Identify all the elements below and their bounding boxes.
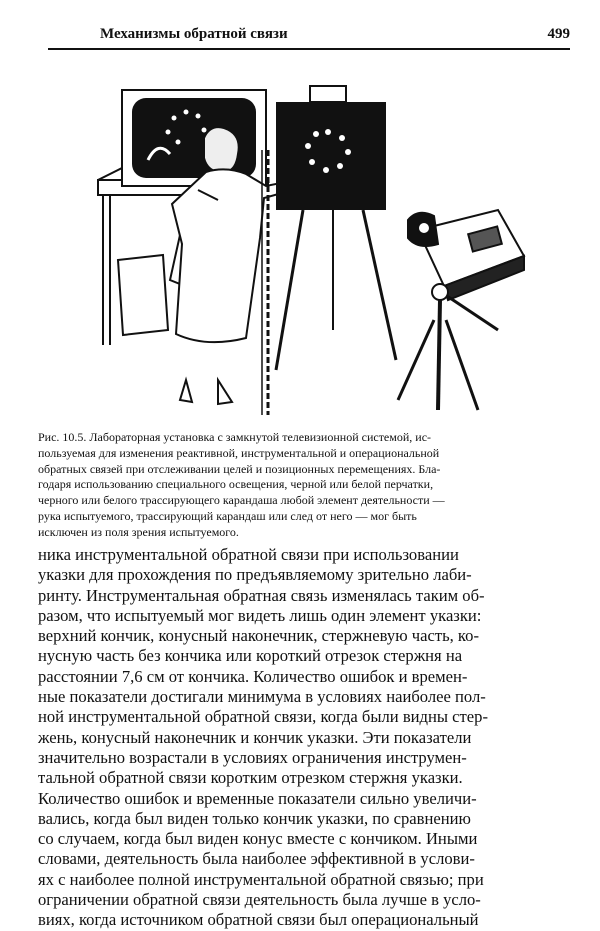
text-line: нусную часть без кончика или короткий отрезок стержня на [38,646,463,666]
text-line: вались, когда был виден только кончик указки, по сравнению [38,808,471,828]
text-line: ринту. Инструментальная обратная связь изменялась таким об- [38,585,485,605]
text-line: со случаем, когда был виден конус вместе с кончиком. Иными [38,829,478,849]
figure-caption [38,430,570,541]
caption-line: годаря использованию специального освещения, черной или белой перчатки, [38,477,434,492]
text-line: расстоянии 7,6 см от кончика. Количество ошибок и времен- [38,666,468,686]
text-line: ника инструментальной обратной связи при использовании [38,545,459,564]
text-line: ограничении обратной связи деятельность была лучше в усло- [38,890,481,910]
caption-line: черного или белого трассирующего карандаша любой элемент деятельности — [38,493,445,508]
text-line: виях, когда источником обратной связи был операциональный [38,910,479,930]
caption-line: исключен из поля зрения испытуемого. [38,524,239,539]
text-line: ные показатели достигали минимума в условиях наиболее пол- [38,687,486,707]
running-title: Механизмы обратной связи [100,26,288,42]
text-line: ной инструментальной обратной связи, когда были видны стер- [38,707,488,727]
figure-illustration [78,80,548,420]
text-line: жень, конусный наконечник и кончик указки. Эти показатели [38,727,472,747]
caption-line: рука испытуемого, трассирующий карандаш или след от него — мог быть [38,508,417,523]
text-line: верхний кончик, конусный наконечник, стержневую часть, ко- [38,626,479,646]
text-line: тальной обратной связи коротким отрезком стержня указки. [38,768,463,788]
page-number: 499 [547,26,570,42]
caption-line: Рис. 10.5. Лабораторная установка с замкнутой телевизионной системой, ис- [38,430,432,444]
text-line: словами, деятельность была наиболее эффективной в услови- [38,849,475,869]
text-line: указки для прохождения по предъявляемому зрительно лаби- [38,565,472,585]
text-line: ях с наиболее полной инструментальной обратной связью; при [38,869,484,889]
page-header [48,26,570,50]
caption-line: пользуемая для изменения реактивной, инструментальной и операциональной [38,445,440,460]
target-board-illustration [276,86,396,370]
caption-line: обратных связей при отслеживании целей и позиционных перемещениях. Бла- [38,461,441,476]
text-line: значительно возрастали в условиях ограничения инструмен- [38,747,467,767]
camera-illustration [398,210,524,410]
body-paragraph [38,545,570,931]
text-line: Количество ошибок и временные показатели сильно увеличи- [38,788,477,808]
text-line: разом, что испытуемый мог видеть лишь один элемент указки: [38,605,482,625]
monitor-illustration [122,90,266,186]
